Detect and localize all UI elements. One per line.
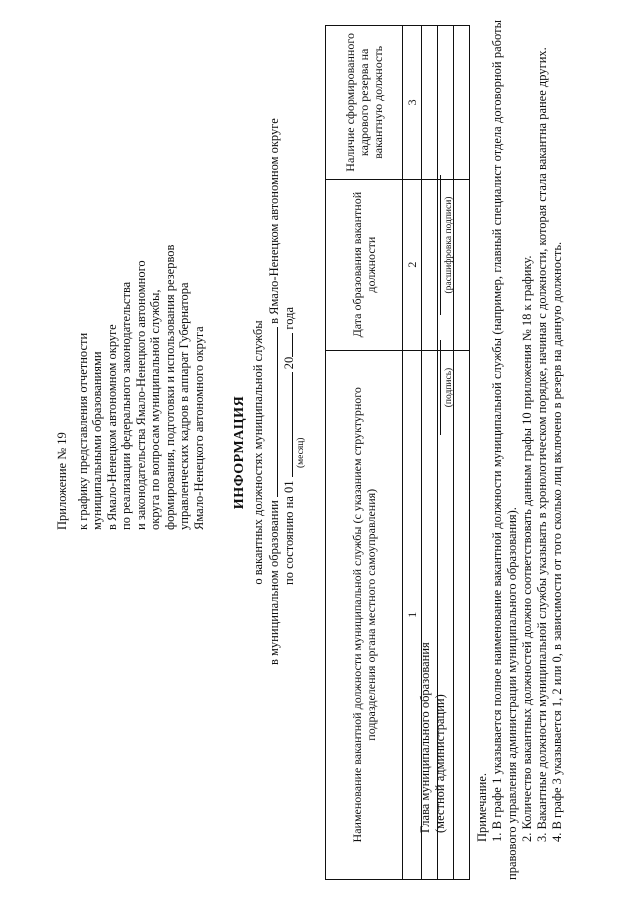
vacancy-table: [325, 25, 470, 880]
month-caption: (месяц): [296, 437, 306, 468]
appendix-line: управленческих кадров в аппарат Губернатора: [177, 282, 191, 530]
table-row: [454, 26, 470, 880]
sign-caption: (подпись): [444, 367, 454, 408]
state-prefix: по состоянию на 01: [282, 480, 296, 585]
table-header-row: [326, 26, 403, 880]
municipality-blank: [266, 327, 278, 497]
municipality-line: [266, 118, 282, 665]
notes-block: [475, 20, 565, 880]
column-header: Дата образования вакантной должности: [326, 179, 403, 350]
appendix-line: округа по вопросам муниципальной службы,: [148, 289, 162, 530]
sign-line: [440, 340, 441, 435]
document-subtitle: о вакантных должностях муниципальной службы: [251, 320, 265, 585]
column-number: 1: [403, 350, 422, 879]
state-date-line: [281, 307, 297, 585]
signature-line-2: (местной администрации): [432, 694, 447, 833]
decode-caption: (расшифровка подписи): [444, 196, 454, 294]
note-item: 2. Количество вакантных должностей должно соответствовать данным графы 10 приложения № 18 к графику.: [520, 255, 534, 842]
note-item: 1. В графе 1 указывается полное наименование вакантной должности муниципальной службы (например, главный специалист отдела договорной работы правового управления администрации муниципального образования).: [490, 20, 519, 880]
notes-title: Примечание.: [475, 772, 489, 842]
signature-label: [418, 642, 447, 833]
year-prefix: 20: [282, 356, 296, 370]
note-item: 4. В графе 3 указывается 1, 2 или 0, в зависимости от того сколько лиц включено в резерв на данную должность.: [550, 241, 564, 842]
document-title: ИНФОРМАЦИЯ: [232, 395, 247, 510]
appendix-line: формирования, подготовки и использования резервов: [162, 244, 177, 530]
column-number: 3: [403, 26, 422, 180]
column-header: Наименование вакантной должности муниципальной службы (с указанием структурного подразделения органа местного самоуправления): [326, 350, 403, 879]
appendix-line: в Ямало-Ненецком автономном округе: [104, 324, 119, 530]
decode-line: [440, 175, 441, 315]
municipality-prefix: в муниципальном образовании: [267, 500, 281, 665]
year-suffix: года: [282, 307, 296, 330]
month-blank: [281, 372, 293, 477]
municipality-suffix: в Ямало-Ненецком автономном округе: [267, 118, 281, 324]
year-blank: [281, 333, 293, 357]
column-header: Наличие сформированного кадрового резерва на вакантную должность: [326, 26, 403, 180]
appendix-line: Ямало-Ненецкого автономного округа: [191, 326, 206, 530]
appendix-line: к графику представления отчетности: [75, 332, 90, 530]
appendix-title: Приложение № 19: [55, 432, 69, 530]
signature-line-1: Глава муниципального образования: [418, 642, 432, 833]
note-item: 3. Вакантные должности муниципальной службы указывать в хронологическом порядке, начиная с должности, которая стала вакантна ранее других.: [535, 47, 549, 842]
column-number: 2: [403, 179, 422, 350]
appendix-block: [55, 170, 206, 530]
appendix-line: муниципальными образованиями: [90, 351, 104, 530]
appendix-line: по реализации федерального законодательства: [119, 281, 133, 530]
appendix-line: и законодательства Ямало-Ненецкого автономного: [133, 260, 148, 530]
